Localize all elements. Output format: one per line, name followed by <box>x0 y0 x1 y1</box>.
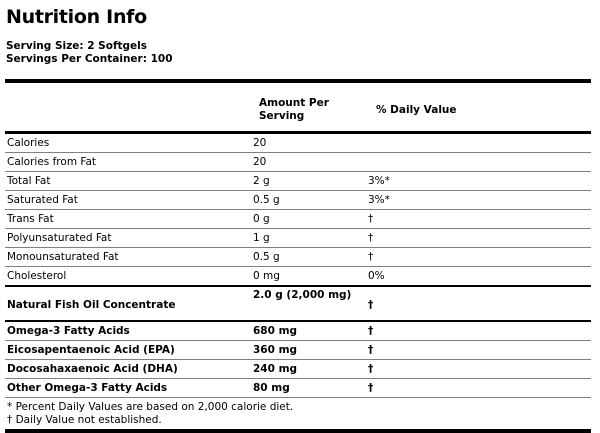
nutrition-table <box>5 79 591 433</box>
serving-info <box>6 40 173 66</box>
table-row: Saturated Fat 0.5 g 3%* <box>5 191 591 210</box>
table-row: Calories from Fat 20 <box>5 153 591 172</box>
header-daily-value: % Daily Value <box>376 104 457 116</box>
servings-per-container: Servings Per Container: 100 <box>6 53 173 65</box>
table-row: Monounsaturated Fat 0.5 g † <box>5 248 591 267</box>
footnote-dv-not-established: † Daily Value not established. <box>7 414 162 426</box>
footnotes <box>5 398 591 429</box>
table-header <box>5 83 591 131</box>
table-row: Natural Fish Oil Concentrate 2.0 g (2,000 mg) † <box>5 287 591 322</box>
table-row: Other Omega-3 Fatty Acids 80 mg † <box>5 379 591 398</box>
page-title: Nutrition Info <box>6 6 147 28</box>
serving-size: Serving Size: 2 Softgels <box>6 40 148 52</box>
table-row: Total Fat 2 g 3%* <box>5 172 591 191</box>
table-row: Omega-3 Fatty Acids 680 mg † <box>5 322 591 341</box>
header-amount: Amount Per Serving <box>259 97 329 122</box>
table-row: Trans Fat 0 g † <box>5 210 591 229</box>
table-row: Eicosapentaenoic Acid (EPA) 360 mg † <box>5 341 591 360</box>
footnote-percent-dv: * Percent Daily Values are based on 2,000 calorie diet. <box>7 401 294 413</box>
table-row: Polyunsaturated Fat 1 g † <box>5 229 591 248</box>
table-row: Docosahaxaenoic Acid (DHA) 240 mg † <box>5 360 591 379</box>
table-row: Calories 20 <box>5 134 591 153</box>
table-row: Cholesterol 0 mg 0% <box>5 267 591 287</box>
